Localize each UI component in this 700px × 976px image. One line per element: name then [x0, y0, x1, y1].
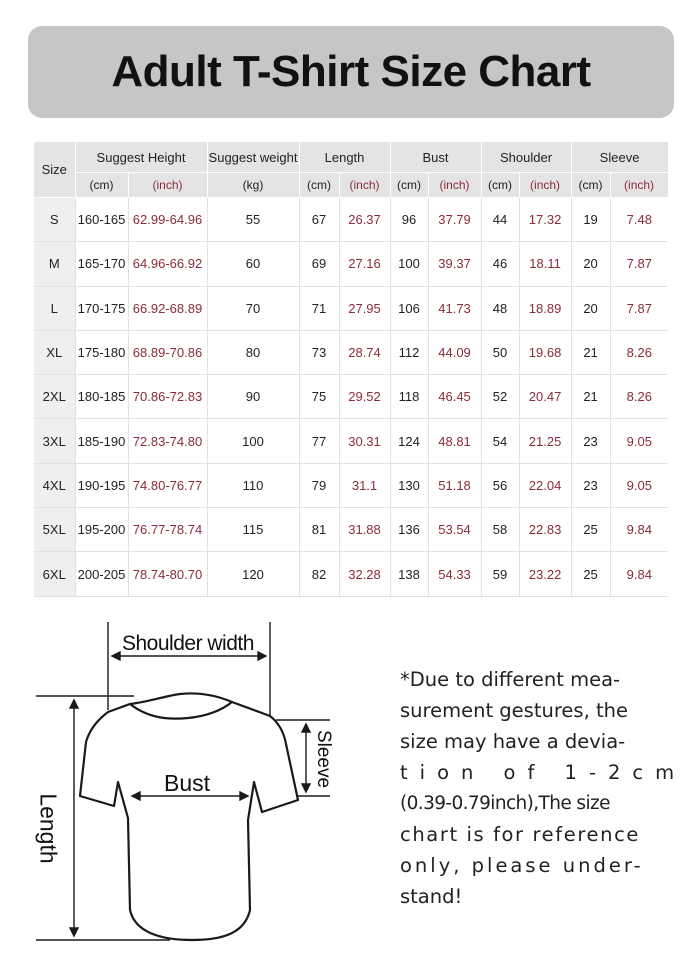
table-cell: 39.37	[428, 242, 481, 286]
table-cell: 44.09	[428, 330, 481, 374]
table-row	[34, 463, 668, 507]
table-cell: 28.74	[339, 330, 390, 374]
table-body	[34, 198, 668, 597]
table-cell: 180-185	[75, 375, 128, 419]
header-weight: Suggest weight	[207, 142, 299, 173]
table-row	[34, 375, 668, 419]
table-cell: 9.84	[610, 552, 668, 596]
table-cell: 72.83-74.80	[128, 419, 207, 463]
table-cell: 21	[571, 375, 610, 419]
header-size: Size	[34, 142, 75, 198]
table-cell: 78.74-80.70	[128, 552, 207, 596]
table-cell: 37.79	[428, 198, 481, 242]
table-row	[34, 242, 668, 286]
table-cell: 185-190	[75, 419, 128, 463]
table-cell: 124	[390, 419, 428, 463]
table-cell: 70	[207, 286, 299, 330]
table-cell: 26.37	[339, 198, 390, 242]
shoulder-width-label: Shoulder width	[122, 632, 254, 655]
table-cell: 44	[481, 198, 519, 242]
unit-cm: (cm)	[299, 173, 339, 198]
table-cell: 9.05	[610, 419, 668, 463]
measurement-note	[400, 664, 687, 912]
table-cell: 20	[571, 286, 610, 330]
table-cell: 106	[390, 286, 428, 330]
table-cell: 19	[571, 198, 610, 242]
table-cell: 21	[571, 330, 610, 374]
table-cell: 56	[481, 463, 519, 507]
table-cell: 48.81	[428, 419, 481, 463]
table-cell: 118	[390, 375, 428, 419]
table-cell: 27.95	[339, 286, 390, 330]
unit-inch: (inch)	[128, 173, 207, 198]
unit-cm: (cm)	[390, 173, 428, 198]
table-cell: 112	[390, 330, 428, 374]
size-cell: 6XL	[34, 552, 75, 596]
table-cell: 41.73	[428, 286, 481, 330]
table-row	[34, 419, 668, 463]
tshirt-outline	[80, 702, 298, 940]
note-line: *Due to different mea-	[400, 668, 621, 691]
table-cell: 59	[481, 552, 519, 596]
table-cell: 17.32	[519, 198, 571, 242]
size-chart-table	[34, 142, 669, 597]
header-sleeve: Sleeve	[571, 142, 668, 173]
table-cell: 130	[390, 463, 428, 507]
table-cell: 175-180	[75, 330, 128, 374]
table-cell: 31.88	[339, 508, 390, 552]
table-cell: 7.48	[610, 198, 668, 242]
unit-cm: (cm)	[481, 173, 519, 198]
length-label: Length	[35, 793, 62, 864]
table-cell: 138	[390, 552, 428, 596]
table-cell: 81	[299, 508, 339, 552]
table-cell: 23	[571, 463, 610, 507]
table-cell: 25	[571, 508, 610, 552]
table-cell: 60	[207, 242, 299, 286]
table-cell: 55	[207, 198, 299, 242]
unit-cm: (cm)	[571, 173, 610, 198]
table-row	[34, 198, 668, 242]
note-line: tion of 1-2cm	[400, 761, 687, 784]
unit-inch: (inch)	[428, 173, 481, 198]
table-cell: 74.80-76.77	[128, 463, 207, 507]
table-cell: 19.68	[519, 330, 571, 374]
header-bust: Bust	[390, 142, 481, 173]
size-cell: 5XL	[34, 508, 75, 552]
table-cell: 160-165	[75, 198, 128, 242]
table-cell: 62.99-64.96	[128, 198, 207, 242]
unit-inch: (inch)	[610, 173, 668, 198]
table-cell: 68.89-70.86	[128, 330, 207, 374]
table-cell: 54	[481, 419, 519, 463]
table-cell: 165-170	[75, 242, 128, 286]
size-cell: XL	[34, 330, 75, 374]
table-cell: 100	[390, 242, 428, 286]
table-cell: 52	[481, 375, 519, 419]
table-cell: 170-175	[75, 286, 128, 330]
bust-label: Bust	[164, 770, 211, 796]
table-cell: 66.92-68.89	[128, 286, 207, 330]
table-cell: 23	[571, 419, 610, 463]
table-row	[34, 508, 668, 552]
table-cell: 31.1	[339, 463, 390, 507]
unit-inch: (inch)	[519, 173, 571, 198]
table-cell: 71	[299, 286, 339, 330]
table-cell: 9.84	[610, 508, 668, 552]
table-cell: 79	[299, 463, 339, 507]
table-cell: 110	[207, 463, 299, 507]
note-line: size may have a devia-	[400, 730, 626, 753]
table-cell: 195-200	[75, 508, 128, 552]
sleeve-label: Sleeve	[313, 729, 334, 789]
table-cell: 18.11	[519, 242, 571, 286]
note-line: only, please under-	[400, 854, 644, 877]
table-cell: 50	[481, 330, 519, 374]
table-cell: 20	[571, 242, 610, 286]
table-cell: 27.16	[339, 242, 390, 286]
table-cell: 8.26	[610, 375, 668, 419]
table-cell: 64.96-66.92	[128, 242, 207, 286]
table-cell: 73	[299, 330, 339, 374]
size-cell: 3XL	[34, 419, 75, 463]
table-cell: 21.25	[519, 419, 571, 463]
table-cell: 20.47	[519, 375, 571, 419]
table-cell: 46	[481, 242, 519, 286]
table-cell: 7.87	[610, 242, 668, 286]
unit-cm: (cm)	[75, 173, 128, 198]
title-banner	[28, 26, 674, 118]
table-cell: 76.77-78.74	[128, 508, 207, 552]
table-cell: 23.22	[519, 552, 571, 596]
table-cell: 54.33	[428, 552, 481, 596]
header-length: Length	[299, 142, 390, 173]
table-cell: 75	[299, 375, 339, 419]
table-cell: 7.87	[610, 286, 668, 330]
table-cell: 46.45	[428, 375, 481, 419]
table-cell: 115	[207, 508, 299, 552]
table-cell: 25	[571, 552, 610, 596]
table-cell: 8.26	[610, 330, 668, 374]
table-cell: 48	[481, 286, 519, 330]
note-line: (0.39-0.79inch),The size	[400, 793, 610, 814]
table-cell: 190-195	[75, 463, 128, 507]
table-cell: 69	[299, 242, 339, 286]
table-cell: 29.52	[339, 375, 390, 419]
table-cell: 53.54	[428, 508, 481, 552]
size-cell: M	[34, 242, 75, 286]
size-cell: 2XL	[34, 375, 75, 419]
table-cell: 200-205	[75, 552, 128, 596]
table-cell: 70.86-72.83	[128, 375, 207, 419]
size-cell: L	[34, 286, 75, 330]
unit-inch: (inch)	[339, 173, 390, 198]
table-row	[34, 330, 668, 374]
table-cell: 22.04	[519, 463, 571, 507]
header-height: Suggest Height	[75, 142, 207, 173]
page-title: Adult T-Shirt Size Chart	[111, 47, 591, 96]
neckline	[130, 693, 232, 704]
table-cell: 77	[299, 419, 339, 463]
table-cell: 9.05	[610, 463, 668, 507]
table-cell: 32.28	[339, 552, 390, 596]
table-cell: 120	[207, 552, 299, 596]
table-cell: 51.18	[428, 463, 481, 507]
note-line: stand!	[400, 885, 463, 908]
table-row	[34, 552, 668, 596]
table-row	[34, 286, 668, 330]
table-cell: 22.83	[519, 508, 571, 552]
table-cell: 136	[390, 508, 428, 552]
table-cell: 90	[207, 375, 299, 419]
table-cell: 58	[481, 508, 519, 552]
table-cell: 18.89	[519, 286, 571, 330]
table-cell: 82	[299, 552, 339, 596]
table-cell: 80	[207, 330, 299, 374]
table-cell: 100	[207, 419, 299, 463]
unit-kg: (kg)	[207, 173, 299, 198]
note-line: surement gestures, the	[400, 699, 628, 722]
table-cell: 30.31	[339, 419, 390, 463]
table-cell: 67	[299, 198, 339, 242]
table-cell: 96	[390, 198, 428, 242]
size-cell: S	[34, 198, 75, 242]
note-line: chart is for reference	[400, 823, 640, 846]
size-cell: 4XL	[34, 463, 75, 507]
header-shoulder: Shoulder	[481, 142, 571, 173]
